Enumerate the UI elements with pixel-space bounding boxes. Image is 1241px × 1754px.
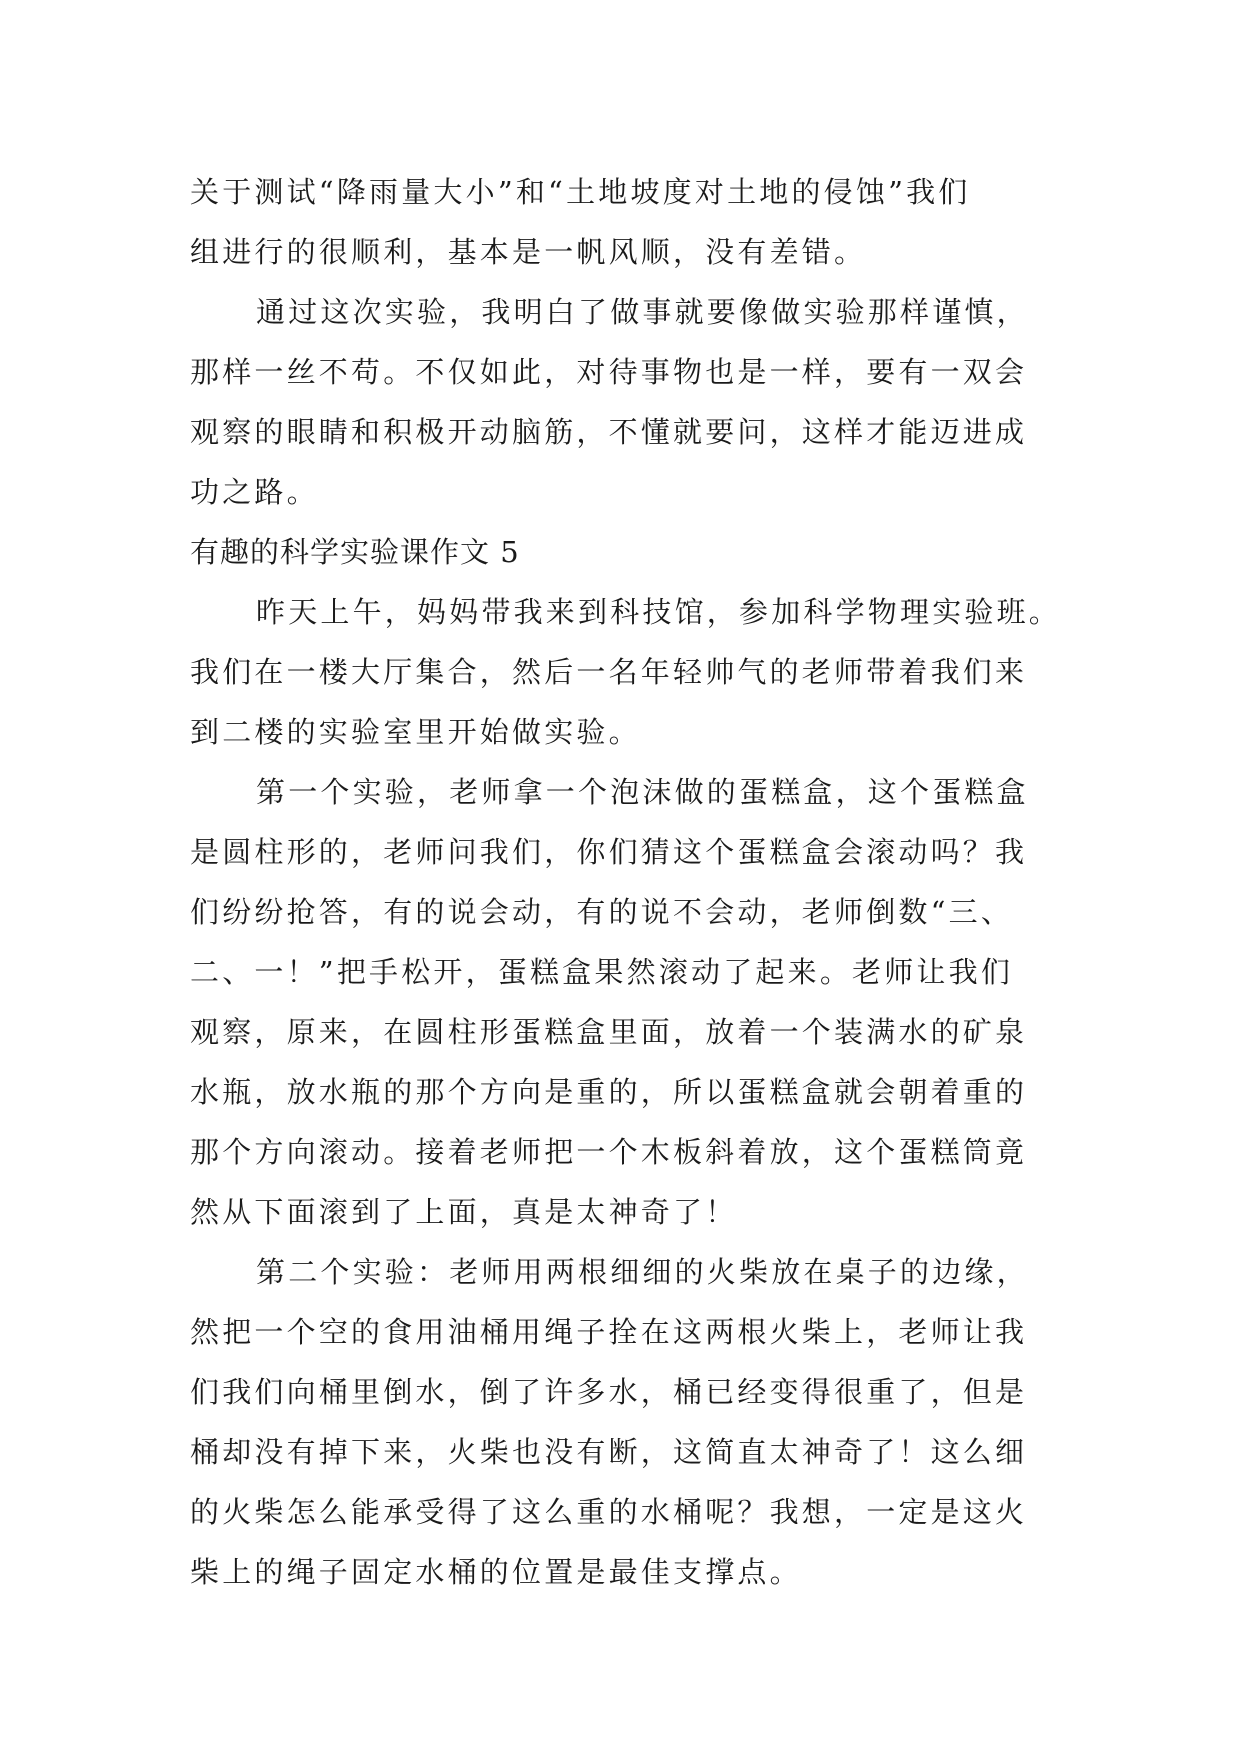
text-line: 们纷纷抢答，有的说会动，有的说不会动，老师倒数“三、: [190, 895, 1014, 929]
text-line: 的火柴怎么能承受得了这么重的水桶呢？我想，一定是这火: [190, 1495, 1028, 1529]
text-line: 们我们向桶里倒水，倒了许多水，桶已经变得很重了，但是: [190, 1375, 1028, 1409]
text-line: 然把一个空的食用油桶用绳子拴在这两根火柴上，老师让我: [190, 1315, 1028, 1349]
text-line: 观察的眼睛和积极开动脑筋，不懂就要问，这样才能迈进成: [190, 415, 1028, 449]
paragraph-start-line: 昨天上午，妈妈带我来到科技馆，参加科学物理实验班。: [256, 595, 1062, 629]
text-line: 那样一丝不苟。不仅如此，对待事物也是一样，要有一双会: [190, 355, 1028, 389]
text-line: 那个方向滚动。接着老师把一个木板斜着放，这个蛋糕筒竟: [190, 1135, 1028, 1169]
text-line: 组进行的很顺利，基本是一帆风顺，没有差错。: [190, 235, 867, 269]
text-line: 二、一！”把手松开，蛋糕盒果然滚动了起来。老师让我们: [190, 955, 1014, 989]
text-line: 是圆柱形的，老师问我们，你们猜这个蛋糕盒会滚动吗？我: [190, 835, 1028, 869]
text-line: 关于测试“降雨量大小”和“土地坡度对土地的侵蚀”我们: [190, 175, 971, 209]
paragraph-start-line: 第二个实验：老师用两根细细的火柴放在桌子的边缘，: [256, 1255, 1029, 1289]
text-line: 然从下面滚到了上面，真是太神奇了！: [190, 1195, 738, 1229]
paragraph-start-line: 通过这次实验，我明白了做事就要像做实验那样谨慎，: [256, 295, 1029, 329]
text-line: 水瓶，放水瓶的那个方向是重的，所以蛋糕盒就会朝着重的: [190, 1075, 1028, 1109]
text-line: 到二楼的实验室里开始做实验。: [190, 715, 641, 749]
text-line: 观察，原来，在圆柱形蛋糕盒里面，放着一个装满水的矿泉: [190, 1015, 1028, 1049]
text-line: 功之路。: [190, 475, 319, 509]
section-heading: 有趣的科学实验课作文 5: [190, 535, 520, 569]
paragraph-start-line: 第一个实验，老师拿一个泡沫做的蛋糕盒，这个蛋糕盒: [256, 775, 1029, 809]
text-line: 柴上的绳子固定水桶的位置是最佳支撑点。: [190, 1555, 802, 1589]
document-body: [190, 162, 1062, 1602]
text-line: 桶却没有掉下来，火柴也没有断，这简直太神奇了！这么细: [190, 1435, 1028, 1469]
text-line: 我们在一楼大厅集合，然后一名年轻帅气的老师带着我们来: [190, 655, 1028, 689]
